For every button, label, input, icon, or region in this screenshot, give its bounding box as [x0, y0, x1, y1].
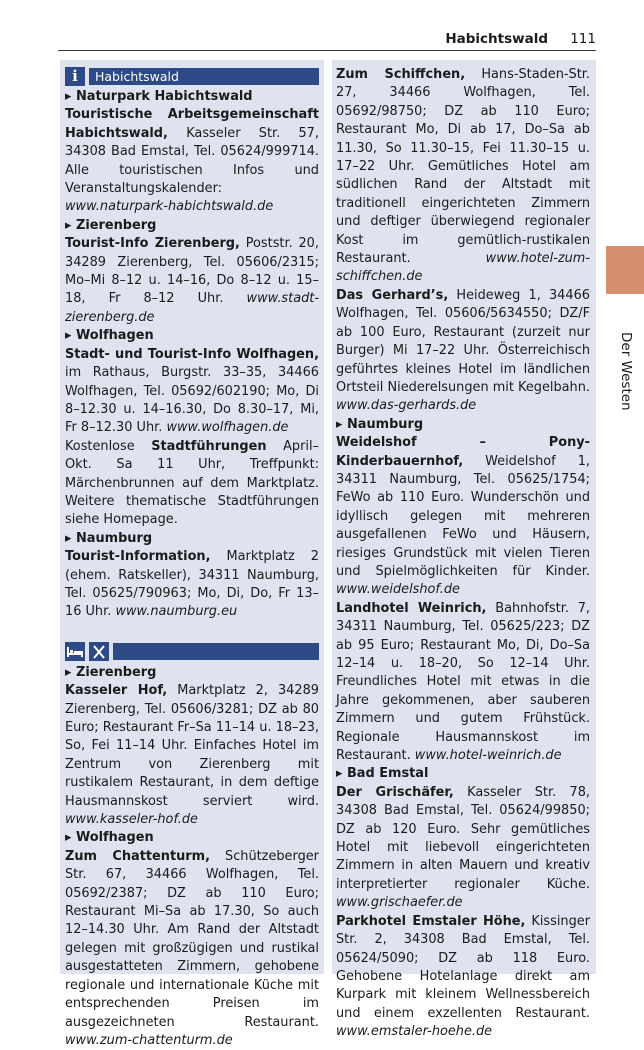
listing-entry — [336, 913, 590, 1042]
location-name: ▸ Naumburg — [336, 417, 423, 432]
entry-name: Der Grischäfer, — [336, 784, 454, 800]
location-heading — [65, 530, 319, 548]
entry-text: Poststr. 20, 34289 Zierenberg, Tel. 05606/2315; Mo–Mi 8–12 u. 14–16, Do 8–12 u. 15–18, Fr 8–12 Uhr. — [65, 236, 319, 307]
location-name: ▸ Wolfhagen — [65, 328, 154, 343]
entry-name: Parkhotel Emstaler Höhe, — [336, 913, 526, 929]
entry-text: April–Okt. Sa 11 Uhr, Treffpunkt: Märchenbrunnen auf dem Marktplatz. Weitere thematische Stadtführungen siehe Homepage. — [65, 438, 319, 528]
hotel-box-bar — [113, 643, 319, 660]
listing-entry — [65, 438, 319, 530]
location-heading — [336, 765, 590, 783]
location-name: ▸ Naturpark Habichtswald — [65, 89, 253, 104]
entry-url: www.naumburg.eu — [115, 604, 238, 620]
entry-url: www.naturpark-habichtswald.de — [65, 199, 274, 215]
entry-url: www.emstaler-hoehe.de — [336, 1024, 493, 1040]
info-icon: i — [65, 67, 85, 86]
entry-url: www.zum-chattenturm.de — [65, 1032, 233, 1048]
right-column-entries — [336, 66, 590, 1042]
entry-name: Zum Chattenturm, — [65, 848, 210, 864]
location-heading — [65, 217, 319, 235]
listing-entry — [336, 287, 590, 416]
entry-name: Weidelshof – Pony-Kinderbauernhof, — [336, 435, 590, 469]
entry-text: Heideweg 1, 34466 Wolfhagen, Tel. 05606/5634550; DZ/F ab 100 Euro, Restaurant (zurzeit nur Burger) Mi 17–22 Uhr. Österreichisch geführtes kleines Hotel im ländlichen Ortsteil Niederelsungen mit Kegelbahn. — [336, 287, 590, 395]
location-heading — [65, 88, 319, 106]
entry-text: Hans-Staden-Str. 27, 34466 Wolfhagen, Tel. 05692/98750; DZ ab 110 Euro; Restaurant Mo, Di ab 17, Do–Sa ab 11.30, So 11.30–15, Fei 11.30–15 u. 17–22 Uhr. Gemütliches Hotel am südlichen Rand der Altstadt mit traditionell eingerichteten Zimmern und deftiger überwiegend regionaler Kost im gemütlich-rustikalen Restaurant. — [336, 67, 590, 267]
entry-text: Kasseler Str. 57, 34308 Bad Emstal, Tel. 05624/999714. Alle touristischen Infos und Veranstaltungskalender: — [65, 125, 319, 197]
location-heading — [65, 327, 319, 345]
entry-text: Marktplatz 2, 34289 Zierenberg, Tel. 05606/3281; DZ ab 80 Euro; Restaurant Fr–Sa 11–14 u. 18–23, So, Fei 11–14 Uhr. Einfaches Hotel im Zentrum von Zierenberg mit rustikalem Restaurant, in dem deftige Hausmannskost serviert wird. — [65, 683, 319, 809]
entry-name: Zum Schiffchen, — [336, 67, 466, 82]
listing-entry — [65, 682, 319, 829]
location-name: ▸ Zierenberg — [65, 218, 156, 233]
entry-name: Tourist-Information, — [65, 549, 211, 565]
entry-name: Touristische Arbeitsgemeinschaft Habichtswald, — [65, 107, 319, 141]
chapter-label: Der Westen — [618, 332, 634, 411]
listing-entry — [65, 548, 319, 622]
entry-url: www.hotel-zum-schiffchen.de — [336, 251, 590, 285]
entry-text: Marktplatz 2 (ehem. Ratskeller), 34311 Naumburg, Tel. 05625/790963; Mo, Di, Do, Fr 13–16 Uhr. — [65, 549, 319, 620]
location-heading — [65, 664, 319, 682]
chapter-tab — [606, 246, 644, 294]
running-header — [58, 28, 596, 51]
listing-entry — [65, 106, 319, 216]
bed-icon — [65, 642, 85, 661]
entry-name: Stadt- und Tourist-Info Wolfhagen, — [65, 346, 319, 362]
hotel-box-header — [65, 642, 319, 662]
entry-name: Kasseler Hof, — [65, 683, 168, 699]
page-number: 111 — [570, 31, 596, 47]
location-name: ▸ Wolfhagen — [65, 830, 154, 845]
entry-url: www.weidelshof.de — [336, 582, 460, 598]
entry-text: Kostenlose — [65, 438, 135, 454]
listing-entry — [336, 784, 590, 913]
entry-text: Schützeberger Str. 67, 34466 Wolfhagen, Tel. 05692/2387; DZ ab 110 Euro; Restaurant Mi–Sa ab 17.30, So auch 12–14.30 Uhr. Am Rand der Altstadt gelegen mit großzügigen und rustikal ausgestatteten Zimmern, gehobene regionale und internationale Küche mit entsprechenden Preisen im ausgezeichneten Restaurant. — [65, 848, 319, 1030]
right-column — [336, 66, 590, 1042]
entry-url: www.kasseler-hof.de — [65, 812, 198, 828]
entry-url: www.hotel-weinrich.de — [414, 748, 562, 764]
entry-name: Tourist-Info Zierenberg, — [65, 236, 240, 252]
location-name: ▸ Zierenberg — [65, 665, 156, 680]
location-name: ▸ Bad Emstal — [336, 766, 428, 781]
location-heading — [65, 829, 319, 847]
entry-url: www.das-gerhards.de — [336, 398, 477, 414]
entry-text: Weidelshof 1, 34311 Naumburg, Tel. 05625/1754; FeWo ab 110 Euro. Wunderschön und idyllisch gelegen mit mehreren ausgefallenen FeWo und Häusern, riesiges Grundstück mit vielen Tieren und Spielmöglichkeiten für Kinder. — [336, 453, 590, 579]
entry-name: Landhotel Weinrich, — [336, 600, 487, 616]
info-box-title: Habichtswald — [89, 68, 319, 85]
entry-name: Stadtführungen — [151, 438, 267, 454]
hotel-box-entries — [65, 664, 319, 1050]
location-name: ▸ Naumburg — [65, 531, 152, 546]
info-box-header — [65, 66, 319, 86]
restaurant-icon — [89, 642, 109, 661]
info-box-entries — [65, 88, 319, 622]
entry-name: Das Gerhard’s, — [336, 287, 449, 303]
entry-url: www.wolfhagen.de — [166, 420, 289, 436]
location-heading — [336, 416, 590, 434]
entry-text: im Rathaus, Burgstr. 33–35, 34466 Wolfhagen, Tel. 05692/602190; Mo, Di 8–12.30 u. 14–16.30, Do 8.30–17, Mi, Fr 8–12.30 Uhr. — [65, 365, 319, 436]
entry-text: Kasseler Str. 78, 34308 Bad Emstal, Tel. 05624/99850; DZ ab 120 Euro. Sehr gemütliches Hotel mit liebevoll eingerichteten Zimmern in alten Mauern und kreativ interpretierter regionaler Küche. — [336, 784, 591, 892]
listing-entry — [336, 600, 590, 766]
entry-text: Bahnhofstr. 7, 34311 Naumburg, Tel. 05625/223; DZ ab 95 Euro; Restaurant Mo, Di, Do–Sa 12–14 u. 18–20, So 12–14 Uhr. Freundliches Hotel mit etwas in die Jahre gekommenen, aber sauberen Zimmern und gutem Frühstück. Regionale Hausmannskost im Restaurant. — [336, 600, 591, 764]
entry-text: Kissinger Str. 2, 34308 Bad Emstal, Tel. 05624/5090; DZ ab 118 Euro. Gehobene Hotelanlage direkt am Kurpark mit kleinem Wellnessbereich und einem exzellenten Restaurant. — [336, 913, 590, 1021]
listing-entry — [65, 235, 319, 327]
entry-url: www.grischaefer.de — [336, 895, 463, 911]
entry-url: www.stadt-zierenberg.de — [65, 291, 319, 325]
listing-entry — [65, 346, 319, 438]
listing-entry — [336, 66, 590, 287]
listing-entry — [336, 434, 590, 600]
section-title: Habichtswald — [445, 31, 548, 47]
left-column — [65, 66, 319, 1050]
